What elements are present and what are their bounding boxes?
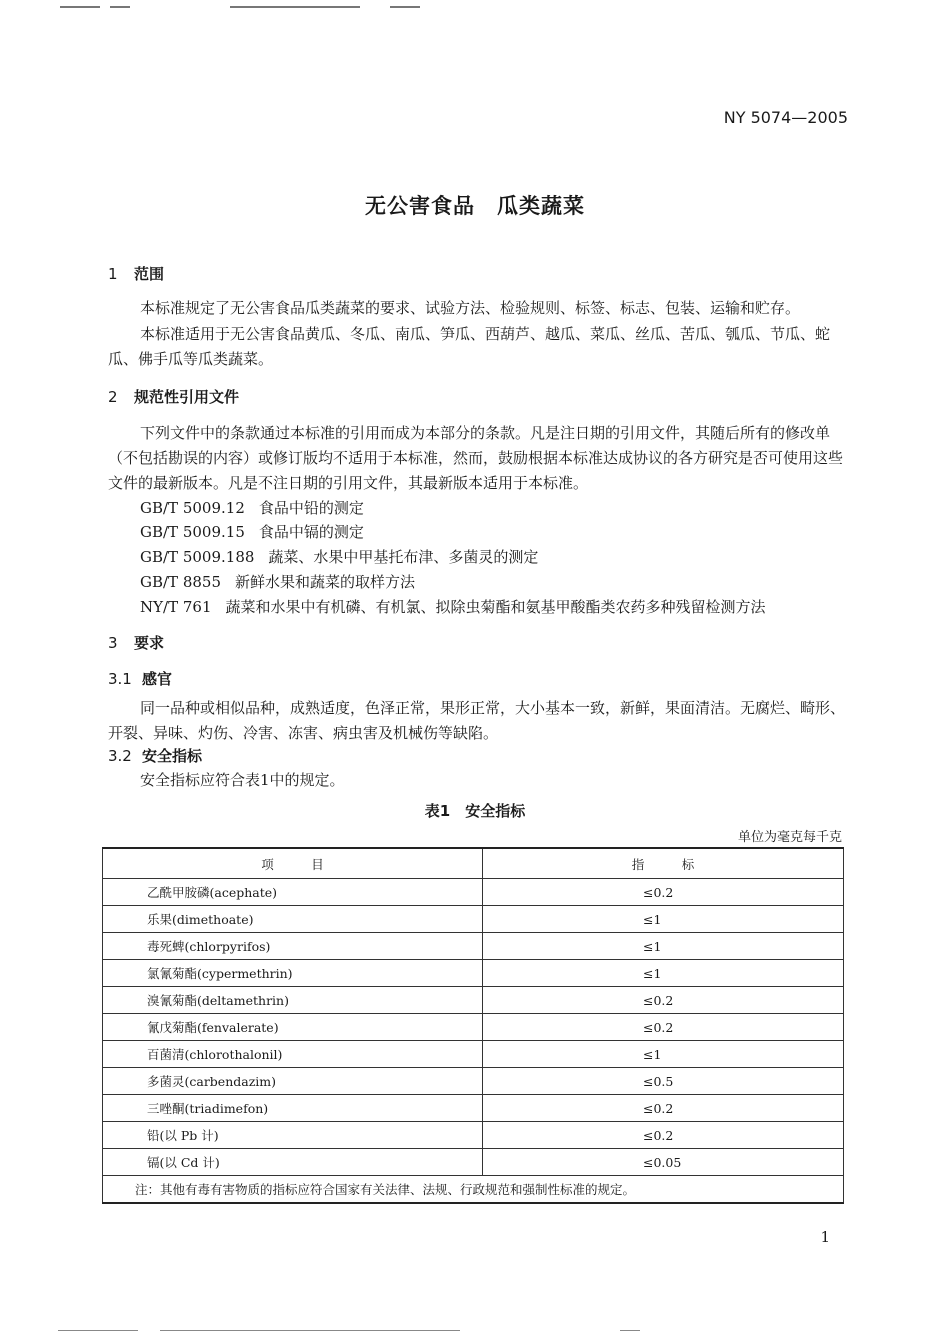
- item-cell: 镉(以 Cd 计): [103, 1149, 483, 1176]
- table-row: [103, 1041, 844, 1068]
- reference-name: 新鲜水果和蔬菜的取样方法: [235, 573, 416, 591]
- table-caption: 表1 安全指标: [424, 802, 526, 820]
- section-title: 要求: [134, 634, 165, 652]
- paragraph: 本标准适用于无公害食品黄瓜、冬瓜、南瓜、笋瓜、西葫芦、越瓜、菜瓜、丝瓜、苦瓜、瓠瓜、节瓜、蛇瓜、佛手瓜等瓜类蔬菜。: [108, 325, 831, 368]
- section-number: 3.2: [108, 747, 132, 765]
- table-row: [103, 879, 844, 906]
- section-2-heading: [108, 386, 239, 407]
- section-number: 1: [108, 265, 118, 283]
- paragraph: 安全指标应符合表1中的规定。: [140, 771, 345, 789]
- reference-code: GB/T 5009.15: [140, 523, 245, 541]
- value-cell: ≤0.2: [483, 987, 844, 1014]
- reference-item: [140, 571, 415, 592]
- table-note-row: [103, 1176, 844, 1204]
- value-cell: ≤1: [483, 960, 844, 987]
- value-cell: ≤0.2: [483, 1095, 844, 1122]
- item-cell: 铅(以 Pb 计): [103, 1122, 483, 1149]
- section-title: 规范性引用文件: [134, 388, 240, 406]
- item-cell: 溴氰菊酯(deltamethrin): [103, 987, 483, 1014]
- section-number: 3: [108, 634, 118, 652]
- reference-code: GB/T 5009.188: [140, 548, 255, 566]
- top-rule: [390, 6, 420, 8]
- item-cell: 百菌清(chlorothalonil): [103, 1041, 483, 1068]
- bottom-rule: [620, 1330, 640, 1331]
- table-header-row: [103, 848, 844, 879]
- reference-name: 食品中镉的测定: [258, 523, 364, 541]
- paragraph: 下列文件中的条款通过本标准的引用而成为本部分的条款。凡是注日期的引用文件，其随后所有的修改单（不包括勘误的内容）或修订版均不适用于本标准，然而，鼓励根据本标准达成协议的各方研究是否可使用这些文件的最新版本。凡是不注日期的引用文件，其最新版本适用于本标准。: [108, 424, 844, 492]
- value-cell: ≤0.2: [483, 1122, 844, 1149]
- item-cell: 多菌灵(carbendazim): [103, 1068, 483, 1095]
- top-rule: [230, 6, 360, 8]
- top-rule: [110, 6, 130, 8]
- item-cell: 氰戊菊酯(fenvalerate): [103, 1014, 483, 1041]
- bottom-rule: [160, 1330, 460, 1331]
- paragraph: 本标准规定了无公害食品瓜类蔬菜的要求、试验方法、检验规则、标签、标志、包装、运输和贮存。: [140, 299, 801, 317]
- reference-item: [140, 596, 766, 617]
- section-number: 3.1: [108, 670, 132, 688]
- section-3-heading: [108, 632, 164, 653]
- column-header-value: 指 标: [483, 848, 844, 879]
- bottom-rule: [58, 1330, 138, 1331]
- column-header-item: 项 目: [103, 848, 483, 879]
- section-title: 感官: [142, 670, 173, 688]
- item-cell: 乙酰甲胺磷(acephate): [103, 879, 483, 906]
- value-cell: ≤0.2: [483, 879, 844, 906]
- table-row: [103, 1014, 844, 1041]
- section-1-heading: [108, 263, 164, 284]
- safety-indicator-table: [102, 847, 844, 1204]
- value-cell: ≤1: [483, 1041, 844, 1068]
- reference-code: GB/T 5009.12: [140, 499, 245, 517]
- section-number: 2: [108, 388, 118, 406]
- value-cell: ≤0.5: [483, 1068, 844, 1095]
- table-unit: 单位为毫克每千克: [737, 830, 842, 845]
- reference-code: NY/T 761: [140, 598, 212, 616]
- value-cell: ≤0.05: [483, 1149, 844, 1176]
- item-cell: 毒死蜱(chlorpyrifos): [103, 933, 483, 960]
- item-cell: 三唑酮(triadimefon): [103, 1095, 483, 1122]
- paragraph: 同一品种或相似品种，成熟适度，色泽正常，果形正常，大小基本一致，新鲜，果面清洁。无腐烂、畸形、开裂、异味、灼伤、冷害、冻害、病虫害及机械伤等缺陷。: [108, 699, 846, 742]
- page-title: 无公害食品 瓜类蔬菜: [365, 194, 585, 218]
- item-cell: 乐果(dimethoate): [103, 906, 483, 933]
- table-row: [103, 987, 844, 1014]
- table-row: [103, 1095, 844, 1122]
- top-rule: [60, 6, 100, 8]
- page-number: 1: [820, 1228, 830, 1246]
- reference-name: 蔬菜、水果中甲基托布津、多菌灵的测定: [268, 548, 539, 566]
- reference-name: 蔬菜和水果中有机磷、有机氯、拟除虫菊酯和氨基甲酸酯类农药多种残留检测方法: [225, 598, 766, 616]
- table-row: [103, 1149, 844, 1176]
- section-title: 范围: [134, 265, 165, 283]
- value-cell: ≤1: [483, 933, 844, 960]
- table-row: [103, 933, 844, 960]
- item-cell: 氯氰菊酯(cypermethrin): [103, 960, 483, 987]
- table-row: [103, 1122, 844, 1149]
- value-cell: ≤1: [483, 906, 844, 933]
- reference-item: [140, 546, 538, 567]
- table-note: 注：其他有毒有害物质的指标应符合国家有关法律、法规、行政规范和强制性标准的规定。: [103, 1176, 844, 1204]
- section-title: 安全指标: [142, 747, 203, 765]
- table-row: [103, 1068, 844, 1095]
- standard-code: NY 5074—2005: [723, 108, 848, 127]
- reference-item: [140, 521, 364, 542]
- section-3-1-heading: [108, 668, 172, 689]
- reference-item: [140, 497, 364, 518]
- value-cell: ≤0.2: [483, 1014, 844, 1041]
- table-row: [103, 960, 844, 987]
- table-row: [103, 906, 844, 933]
- reference-name: 食品中铅的测定: [258, 499, 364, 517]
- reference-code: GB/T 8855: [140, 573, 222, 591]
- section-3-2-heading: [108, 745, 202, 766]
